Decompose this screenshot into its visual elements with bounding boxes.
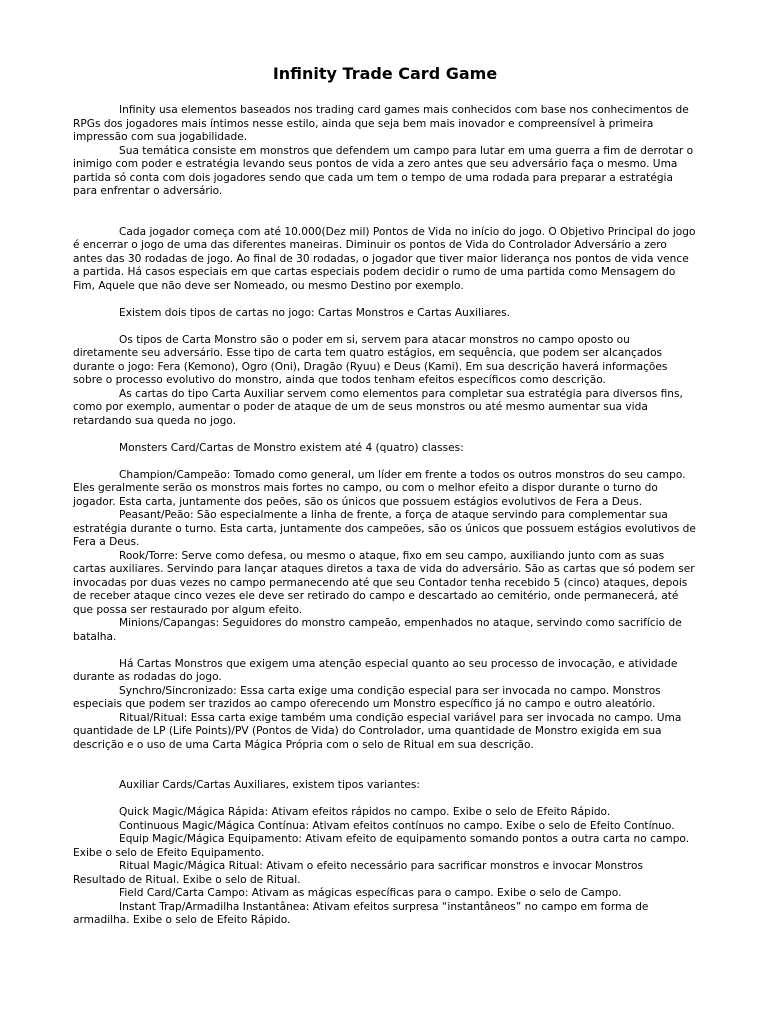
spacer <box>73 320 697 334</box>
aux-field-card-paragraph: Field Card/Carta Campo: Ativam as mágicas específicas para o campo. Exibe o selo de Campo. <box>119 887 622 899</box>
class-champion-paragraph: Champion/Campeão: Tomado como general, um líder em frente a todos os outros monstros do seu campo. Eles geralmente serão os monstros mais fortes no campo, ou com o melhor efeito a dispor durante o turno do jogador. Esta carta, juntamente dos peões, são os únicos que possuem estágios evolutivos de Fera a Deus. <box>73 468 686 508</box>
class-minions-paragraph: Minions/Capangas: Seguidores do monstro campeão, empenhados no ataque, servindo como sacrifício de batalha. <box>73 617 682 643</box>
classes-intro-paragraph: Monsters Card/Cartas de Monstro existem até 4 (quatro) classes: <box>119 441 464 454</box>
class-rook-paragraph: Rook/Torre: Serve como defesa, ou mesmo o ataque, fixo em seu campo, auxiliando junto com as suas cartas auxiliares. Servindo para lançar ataques diretos a taxa de vida do adversário. São as cartas que só podem ser invocadas por duas vezes no campo permanecendo até que seu Contador tenha recebido 5 (cinco) ataques, depois de receber ataque cinco vezes ele deve ser retirado do campo e descartado ao cemitério, onde permanecerá, até que possa ser restaurado por algum efeito. <box>73 549 695 616</box>
aux-intro-paragraph: Auxiliar Cards/Cartas Auxiliares, existem tipos variantes: <box>119 779 421 791</box>
spacer <box>73 455 697 469</box>
auxiliary-cards-paragraph: As cartas do tipo Carta Auxiliar servem como elementos para completar sua estratégia para diversos fins, como por exemplo, aumentar o poder de ataque de um de seus monstros ou até mesmo aumentar sua vida retardando sua queda no jogo. <box>73 387 683 427</box>
aux-continuous-magic-paragraph: Continuous Magic/Mágica Contínua: Ativam efeitos contínuos no campo. Exibe o selo de Efeito Contínuo. <box>119 819 675 832</box>
document-title: Infinity Trade Card Game <box>272 64 498 83</box>
intro-paragraph-2: Sua temática consiste em monstros que defendem um campo para lutar em uma guerra a fim de derrotar o inimigo com poder e estratégia levando seus pontos de vida a zero antes que seu adversário faça o mesmo. Uma partida só conta com dois jogadores sendo que cada um tem o tempo de uma rodada para preparar a estratégia para enfrentar o adversário. <box>73 144 694 197</box>
spacer <box>73 293 697 307</box>
special-synchro-paragraph: Synchro/Sincronizado: Essa carta exige uma condição especial para ser invocada no campo. Monstros especiais que podem ser trazidos ao campo oferecendo um Monstro específico já no campo e outro aleatório. <box>73 684 661 710</box>
spacer <box>73 793 697 807</box>
class-peasant-paragraph: Peasant/Peão: São especialmente a linha de frente, a força de ataque servindo para complementar sua estratégia durante o turno. Esta carta, juntamente dos campeões, são os únicos que possuem estágios evolutivos de Fera a Deus. <box>73 509 696 548</box>
aux-quick-magic-paragraph: Quick Magic/Mágica Rápida: Ativam efeitos rápidos no campo. Exibe o selo de Efeito Rápido. <box>119 806 611 818</box>
card-types-paragraph: Existem dois tipos de cartas no jogo: Cartas Monstros e Cartas Auxiliares. <box>119 306 510 319</box>
spacer <box>73 428 697 442</box>
rules-paragraph: Cada jogador começa com até 10.000(Dez mil) Pontos de Vida no início do jogo. O Objetivo Principal do jogo é encerrar o jogo de uma das diferentes maneiras. Diminuir os pontos de Vida do Controlador Adversário a zero antes das 30 rodadas de jogo. Ao final de 30 rodadas, o jogador que tiver maior liderança nos pontos de vida vence a partida. Há casos especiais em que cartas especiais podem decidir o rumo de uma partida como Mensagem do Fim, Aquele que não deve ser Nomeado, ou mesmo Destino por exemplo. <box>73 225 696 292</box>
aux-ritual-magic-paragraph: Ritual Magic/Mágica Ritual: Ativam o efeito necessário para sacrificar monstros e invocar Monstros Resultado de Ritual. Exibe o selo de Ritual. <box>73 860 644 886</box>
special-intro-paragraph: Há Cartas Monstros que exigem uma atenção especial quanto ao seu processo de invocação, e atividade durante as rodadas do jogo. <box>73 657 678 683</box>
aux-instant-trap-paragraph: Instant Trap/Armadilha Instantânea: Ativam efeitos surpresa “instantâneos” no campo em forma de armadilha. Exibe o selo de Efeito Rápido. <box>73 900 649 926</box>
intro-paragraph-1: Infinity usa elementos baseados nos trading card games mais conhecidos com base nos conhecimentos de RPGs dos jogadores mais íntimos nesse estilo, ainda que seja bem mais inovador e compreensível à primeira impressão com sua jogabilidade. <box>73 104 689 143</box>
spacer <box>73 752 697 779</box>
monster-cards-paragraph: Os tipos de Carta Monstro são o poder em si, servem para atacar monstros no campo oposto ou diretamente seu adversário. Esse tipo de carta tem quatro estágios, em sequência, que podem ser alcançados durante o jogo: Fera (Kemono), Ogro (Oni), Dragão (Ryuu) e Deus (Kami). Em sua descrição haverá informações sobre o processo evolutivo do monstro, ainda que todos tenham efeitos específicos como descrição. <box>73 333 668 386</box>
document-page <box>73 64 697 928</box>
spacer <box>73 199 697 226</box>
special-ritual-paragraph: Ritual/Ritual: Essa carta exige também uma condição especial variável para ser invocada no campo. Uma quantidade de LP (Life Points)/PV (Pontos de Vida) do Controlador, uma quantidade de Monstro exigida em sua descrição e o uso de uma Carta Mágica Própria com o selo de Ritual em sua descrição. <box>73 711 682 751</box>
aux-equip-magic-paragraph: Equip Magic/Mágica Equipamento: Ativam efeito de equipamento somando pontos a outra carta no campo. Exibe o selo de Efeito Equipamento. <box>73 833 690 859</box>
spacer <box>73 644 697 658</box>
